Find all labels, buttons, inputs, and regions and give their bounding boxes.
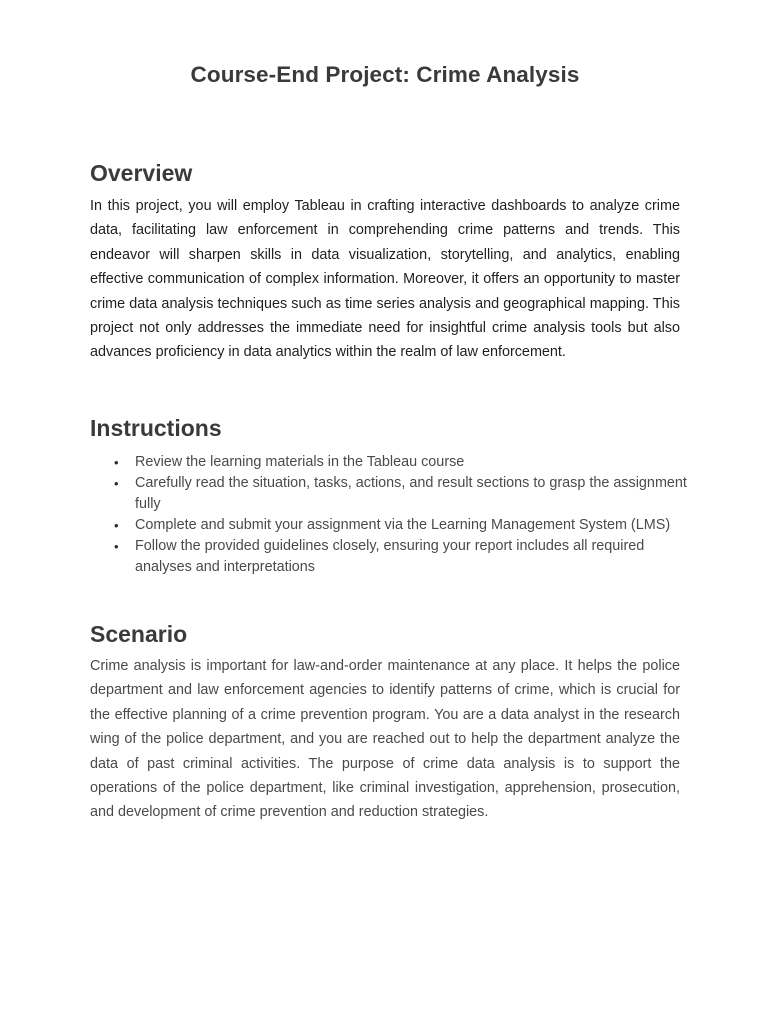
- bullet-icon: •: [114, 476, 119, 491]
- list-item-text: Review the learning materials in the Tableau course: [135, 454, 465, 470]
- list-item: [114, 452, 690, 473]
- instructions-list: [90, 452, 690, 578]
- overview-paragraph: In this project, you will employ Tableau in crafting interactive dashboards to analyze crime data, facilitating law enforcement in comprehending crime patterns and trends. This endeavor will sharpen skills in data visualization, storytelling, and analytics, enabling effective communication of complex information. Moreover, it offers an opportunity to master crime data analysis techniques such as time series analysis and geographical mapping. This project not only addresses the immediate need for insightful crime analysis tools but also advances proficiency in data analytics within the realm of law enforcement.: [90, 198, 680, 361]
- bullet-icon: •: [114, 455, 119, 470]
- bullet-icon: •: [114, 518, 119, 533]
- instructions-heading: Instructions: [90, 415, 222, 441]
- bullet-icon: •: [114, 539, 119, 554]
- list-item: [114, 515, 690, 536]
- overview-heading: Overview: [90, 160, 193, 186]
- document-title: Course-End Project: Crime Analysis: [190, 62, 580, 87]
- list-item: [114, 536, 690, 578]
- list-item-text: Follow the provided guidelines closely, ensuring your report includes all required analyses and interpretations: [135, 538, 645, 575]
- list-item-text: Carefully read the situation, tasks, actions, and result sections to grasp the assignment fully: [135, 475, 687, 512]
- scenario-paragraph: Crime analysis is important for law-and-order maintenance at any place. It helps the police department and law enforcement agencies to identify patterns of crime, which is crucial for the effective planning of a crime prevention program. You are a data analyst in the research wing of the police department, and you are reached out to help the department analyze the data of past criminal activities. The purpose of crime data analysis is to support the operations of the police department, like criminal investigation, apprehension, prosecution, and development of crime prevention and reduction strategies.: [90, 658, 680, 821]
- scenario-heading: Scenario: [90, 621, 188, 647]
- list-item-text: Complete and submit your assignment via the Learning Management System (LMS): [135, 517, 671, 533]
- list-item: [114, 473, 690, 515]
